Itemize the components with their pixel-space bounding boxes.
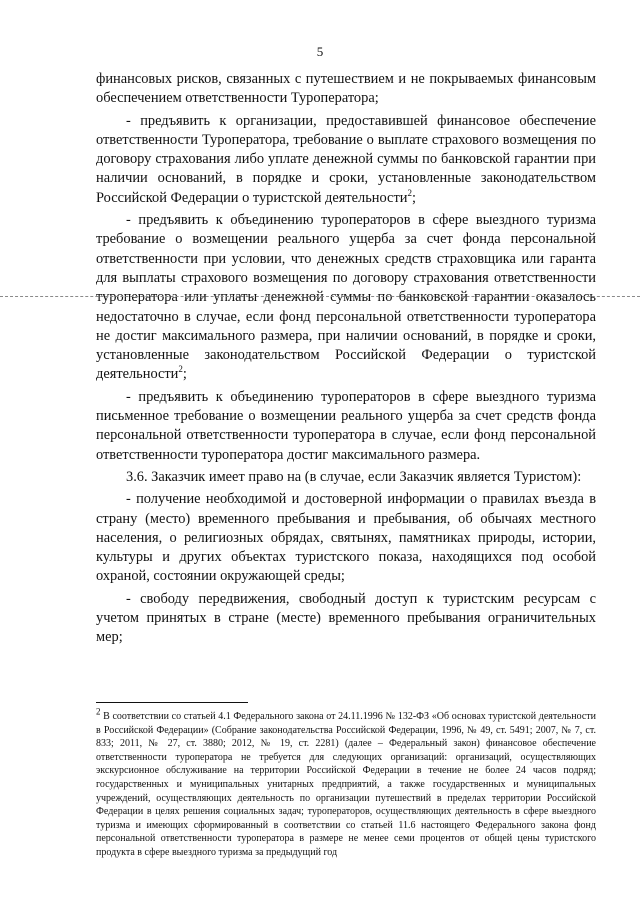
punctuation: ;: [411, 189, 416, 206]
punctuation: ;: [182, 366, 187, 383]
section-heading: 3.6. Заказчик имеет право на (в случае, если Заказчик является Туристом):: [126, 468, 582, 485]
footnote-mark: 2: [178, 364, 183, 375]
paragraph: [96, 211, 596, 385]
footnote-paragraph: [96, 706, 596, 860]
paragraph-text: - предъявить к организации, предоставившей финансовое обеспечение ответственности Туроператора, требование о выплате страхового возмещения по договору страхования либо уплате денежной суммы по банковской гарантии при наличии оснований, в порядке и сроки, установленные законодательством Российской Федерации о туристской деятельности: [96, 112, 596, 206]
paragraph-text: - предъявить к объединению туроператоров в сфере выездного туризма требование о возмещении реального ущерба за счет фонда персональной ответственности при условии, что денежных средств страховщика или гаранта для выплаты страхового возмещения по договору страхования ответственности туроператора или уплаты денежной суммы по банковской гарантии оказалось недостаточно в случае, если фонд персональной ответственности туроператора не достиг максимального размера, при наличии оснований, в порядке и сроки, установленные законодательством Российской Федерации о туристской деятельности: [96, 212, 596, 383]
paragraph: - получение необходимой и достоверной информации о правилах въезда в страну (место) временного пребывания и пребывания, об обычаях местного населения, о религиозных обрядах, святынях, памятниках природы, истории, культуры и других объектах туристского показа, находящихся под особой охраной, состоянии окружающей среды;: [96, 491, 596, 585]
footnote-separator: [96, 702, 248, 703]
paragraph: - свободу передвижения, свободный доступ к туристским ресурсам с учетом принятых в стране (месте) временного пребывания ограничительных мер;: [96, 590, 596, 646]
paragraph: - предъявить к объединению туроператоров в сфере выездного туризма письменное требование о возмещении реального ущерба за счет средств фонда персональной ответственности туроператора в случае, если фонд персональной ответственности туроператора достиг максимального размера.: [96, 388, 596, 463]
footnote-mark: 2: [407, 187, 412, 198]
footnote-marker: 2: [96, 706, 101, 717]
page-fold-line: [0, 296, 640, 297]
document-body: [96, 70, 596, 648]
page-number: 5: [316, 44, 324, 59]
paragraph: финансовых рисков, связанных с путешествием и не покрываемых финансовым обеспечением ответственности Туроператора;: [96, 71, 596, 107]
footnote-text: В соответствии со статьей 4.1 Федерального закона от 24.11.1996 № 132-ФЗ «Об основах туристской деятельности в Российской Федерации» (Собрание законодательства Российской Федерации, 1996, № 49, ст. 5491; 2007, № 7, ст. 833; 2011, № 27, ст. 3880; 2012, № 19, ст. 2281) (далее – Федеральный закон) финансовое обеспечение ответственности туроператора не требуется для следующих организаций: организаций, осуществляющих экскурсионное обслуживание на территории Российской Федерации в течение не более 24 часов подряд; государственных и муниципальных унитарных предприятий, а также государственных и муниципальных учреждений, осуществляющих деятельность по организации путешествий в пределах территории Российской Федерации в целях решения социальных задач; туроператоров, осуществляющих деятельность в сфере выездного туризма и имеющих сформированный в соответствии со статьей 11.6 настоящего Федерального закона фонд персональной ответственности туроператора в размере не менее семи процентов от общей цены туристского продукта в сфере выездного туризма за предыдущий год: [96, 711, 596, 858]
footnote: [96, 706, 596, 860]
paragraph: [96, 112, 596, 208]
